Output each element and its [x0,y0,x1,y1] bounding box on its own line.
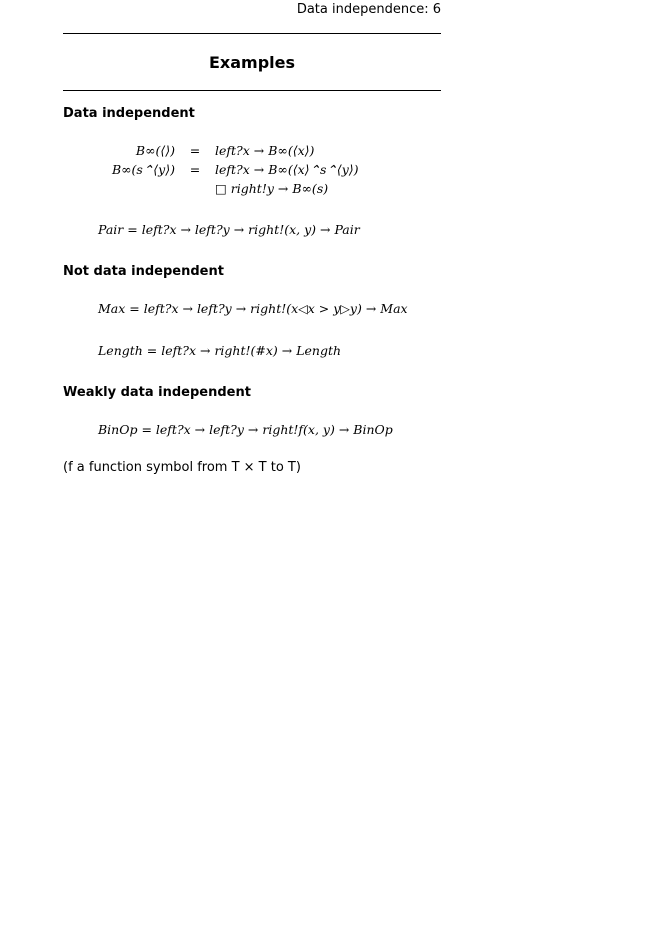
binop-definition: BinOp = left?x → left?y → right!f(x, y) → BinOp [98,422,393,437]
b-inf-empty-eq: = [189,143,201,158]
running-header: Data independence: 6 [296,2,441,17]
pair-definition: Pair = left?x → left?y → right!(x, y) → Pair [98,222,360,237]
top-rule [63,33,441,34]
b-inf-choice-rhs: □ right!y → B∞(s) [215,181,329,196]
b-inf-append-lhs: B∞(s⌃⟨y⟩) [111,162,175,177]
max-definition: Max = left?x → left?y → right!(x◁x > y▷y) → Max [98,301,408,316]
bottom-rule [63,90,441,91]
heading-data-independent: Data independent [63,106,195,121]
page-title: Examples [208,53,296,72]
b-inf-append-eq: = [189,162,201,177]
b-inf-empty-rhs: left?x → B∞(⟨x⟩) [215,143,315,158]
heading-weakly-data-independent: Weakly data independent [63,385,251,400]
b-inf-append-rhs: left?x → B∞(⟨x⟩⌃s⌃⟨y⟩) [215,162,359,177]
heading-not-data-independent: Not data independent [63,264,224,279]
b-inf-empty-lhs: B∞(⟨⟩) [135,143,175,158]
footnote: (f a function symbol from T × T to T) [63,460,301,475]
length-definition: Length = left?x → right!(#x) → Length [98,343,342,358]
